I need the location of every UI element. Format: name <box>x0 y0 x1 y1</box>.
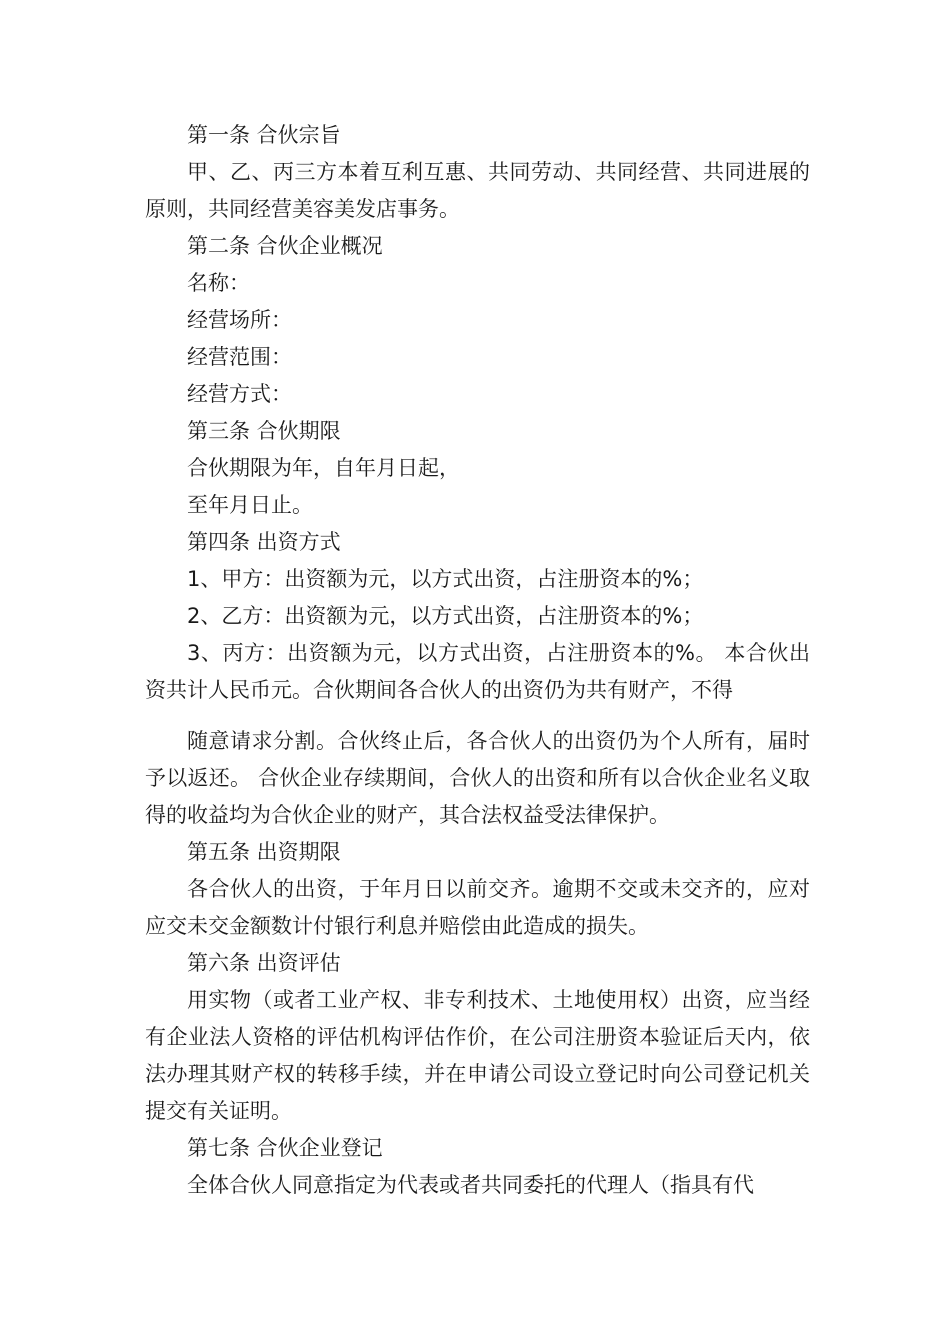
article-6-body: 用实物（或者工业产权、非专利技术、土地使用权）出资，应当经有企业法人资格的评估机构评估作价，在公司注册资本验证后天内，依法办理其财产权的转移手续，并在申请公司设立登记时向公司登记机关提交有关证明。 <box>145 988 810 1123</box>
contribution-ownership-text: 随意请求分割。合伙终止后，各合伙人的出资仍为个人所有，届时予以返还。 合伙企业存续期间，合伙人的出资和所有以合伙企业名义取得的收益均为合伙企业的财产，其合法权益受法律保护。 <box>145 729 810 827</box>
contribution-party-b: 2、乙方：出资额为元，以方式出资，占注册资本的%； <box>187 604 704 628</box>
field-name: 名称： <box>187 271 250 295</box>
article-7-heading: 第七条 合伙企业登记 <box>187 1136 383 1160</box>
document-body <box>145 117 810 1204</box>
field-business-premises: 经营场所： <box>187 308 292 332</box>
article-6-heading: 第六条 出资评估 <box>187 951 341 975</box>
field-business-scope: 经营范围： <box>187 345 292 369</box>
article-1-body: 甲、乙、丙三方本着互利互惠、共同劳动、共同经营、共同进展的原则，共同经营美容美发店事务。 <box>145 160 810 221</box>
partnership-term-end: 至年月日止。 <box>187 493 313 517</box>
article-5-body: 各合伙人的出资，于年月日以前交齐。逾期不交或未交齐的，应对应交未交金额数计付银行利息并赔偿由此造成的损失。 <box>145 877 810 938</box>
article-7-body: 全体合伙人同意指定为代表或者共同委托的代理人（指具有代 <box>187 1173 754 1197</box>
article-3-heading: 第三条 合伙期限 <box>187 419 341 443</box>
contribution-party-a: 1、甲方：出资额为元，以方式出资，占注册资本的%； <box>187 567 704 591</box>
partnership-term-start: 合伙期限为年，自年月日起， <box>187 456 460 480</box>
contribution-party-c: 3、丙方：出资额为元，以方式出资，占注册资本的%。 本合伙出资共计人民币元。合伙期间各合伙人的出资仍为共有财产，不得 <box>145 641 810 702</box>
article-1-heading: 第一条 合伙宗旨 <box>187 123 341 147</box>
article-5-heading: 第五条 出资期限 <box>187 840 341 864</box>
article-2-heading: 第二条 合伙企业概况 <box>187 234 383 258</box>
field-business-mode: 经营方式： <box>187 382 292 406</box>
article-4-heading: 第四条 出资方式 <box>187 530 341 554</box>
